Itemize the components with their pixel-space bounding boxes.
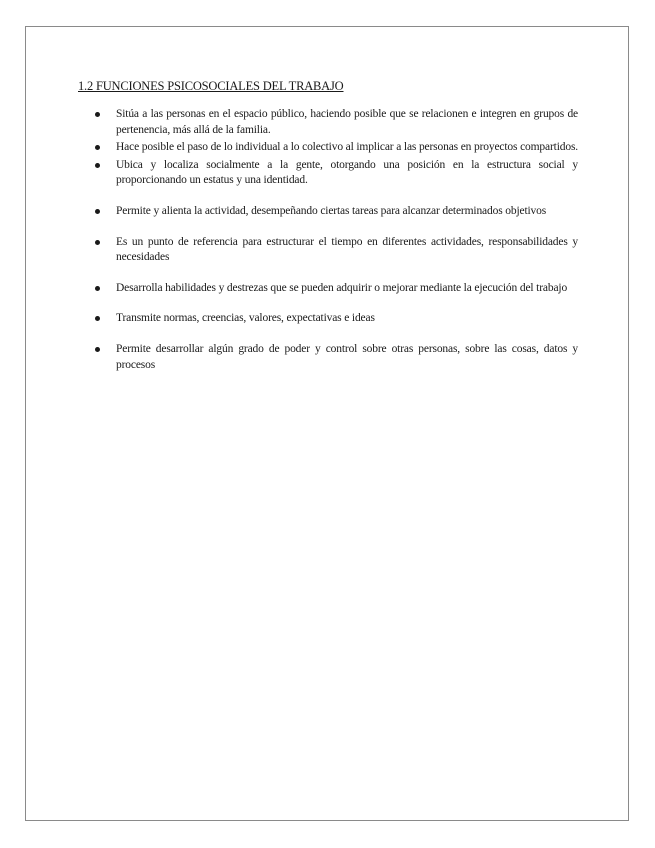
bullet-list <box>94 107 578 373</box>
list-item-text: Permite y alienta la actividad, desempeñando ciertas tareas para alcanzar determinados objetivos <box>116 204 547 217</box>
bullet-icon <box>95 286 100 291</box>
document-page <box>25 26 629 821</box>
list-item <box>94 140 578 156</box>
list-item-text: Ubica y localiza socialmente a la gente, otorgando una posición en la estructura social y proporcionando un estatus y una identidad. <box>116 158 578 187</box>
list-item-text: Es un punto de referencia para estructurar el tiempo en diferentes actividades, responsabilidades y necesidades <box>116 235 578 264</box>
bullet-icon <box>95 240 100 245</box>
bullet-icon <box>95 163 100 168</box>
list-item-text: Sitúa a las personas en el espacio público, haciendo posible que se relacionen e integren en grupos de pertenencia, más allá de la familia. <box>116 108 578 136</box>
list-item-text: Hace posible el paso de lo individual a lo colectivo al implicar a las personas en proyectos compartidos. <box>116 141 578 154</box>
bullet-icon <box>95 316 100 321</box>
list-item <box>94 281 578 297</box>
bullet-icon <box>95 112 100 117</box>
list-item <box>94 204 578 220</box>
bullet-icon <box>95 209 100 214</box>
list-item <box>94 311 578 327</box>
list-item-text: Desarrolla habilidades y destrezas que se pueden adquirir o mejorar mediante la ejecución del trabajo <box>116 281 568 294</box>
list-item-text: Transmite normas, creencias, valores, expectativas e ideas <box>116 312 375 325</box>
list-item <box>94 342 578 373</box>
list-item <box>94 158 578 189</box>
bullet-icon <box>95 347 100 352</box>
bullet-icon <box>95 145 100 150</box>
list-item <box>94 107 578 138</box>
section-heading: 1.2 FUNCIONES PSICOSOCIALES DEL TRABAJO <box>78 79 344 93</box>
list-item-text: Permite desarrollar algún grado de poder y control sobre otras personas, sobre las cosas, datos y procesos <box>116 342 578 371</box>
list-item <box>94 235 578 266</box>
